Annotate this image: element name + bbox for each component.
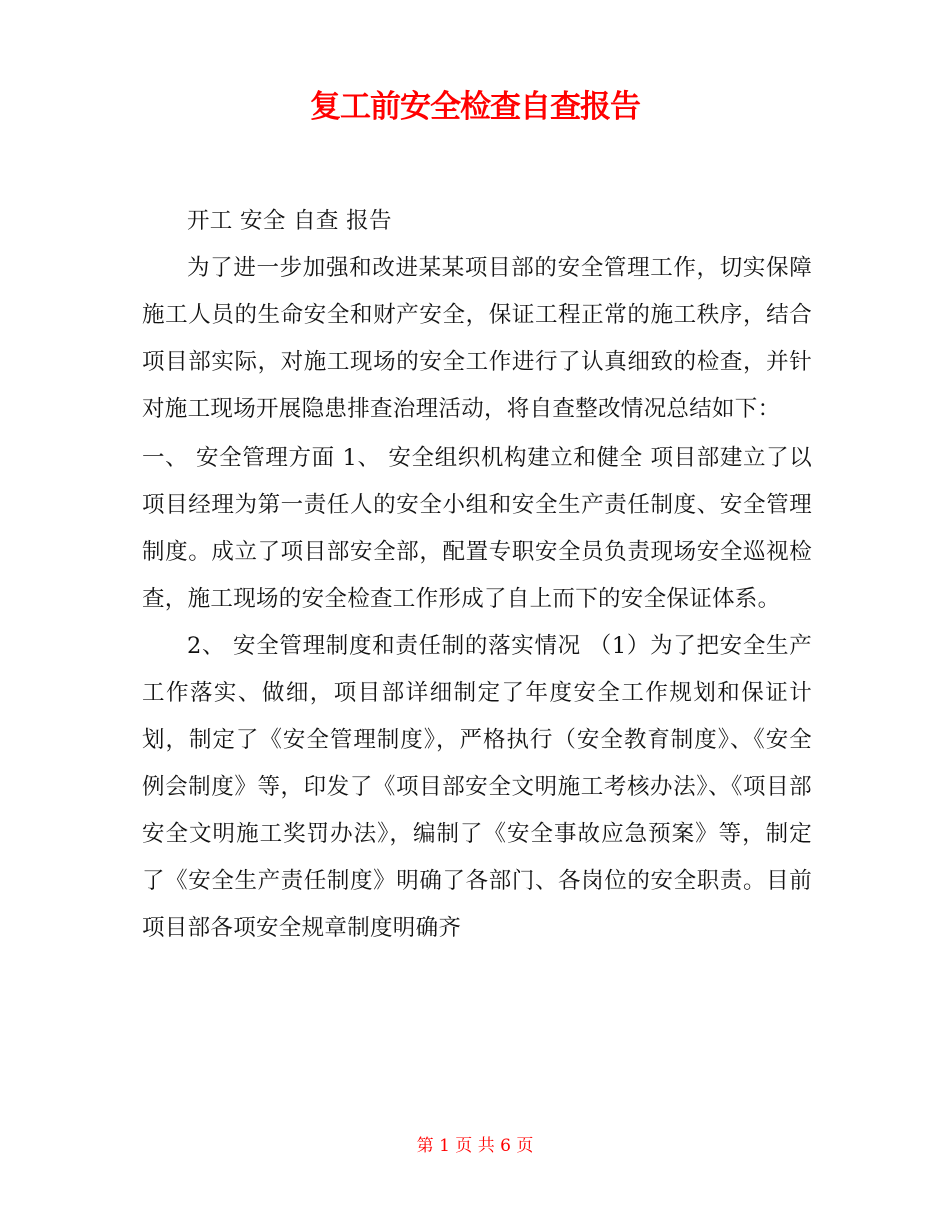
paragraph-heading: 开工 安全 自查 报告	[187, 208, 392, 234]
paragraph-intro: 为了进一步加强和改进某某项目部的安全管理工作，切实保障施工人员的生命安全和财产安全，保证工程正常的施工秩序，结合项目部实际，对施工现场的安全工作进行了认真细致的检查，并针对施工现场开展隐患排查治理活动，将自查整改情况总结如下：	[142, 255, 812, 422]
document-title: 复工前安全检查自查报告	[310, 89, 640, 125]
paragraph-section-2: 2、 安全管理制度和责任制的落实情况 （1）为了把安全生产工作落实、做细，项目部详细制定了年度安全工作规划和保证计划，制定了《安全管理制度》，严格执行（安全教育制度》、《安全例会制度》等，印发了《项目部安全文明施工考核办法》、《项目部安全文明施工奖罚办法》，编制了《安全事故应急预案》等，制定了《安全生产责任制度》明确了各部门、各岗位的安全职责。目前项目部各项安全规章制度明确齐	[142, 633, 812, 941]
page-footer: 第 1 页 共 6 页	[416, 1136, 534, 1156]
paragraph-section-1: 一、 安全管理方面 1、 安全组织机构建立和健全 项目部建立了以项目经理为第一责任人的安全小组和安全生产责任制度、安全管理制度。成立了项目部安全部，配置专职安全员负责现场安全巡视检查，施工现场的安全检查工作形成了自上而下的安全保证体系。	[142, 445, 812, 612]
document-body	[142, 198, 812, 952]
